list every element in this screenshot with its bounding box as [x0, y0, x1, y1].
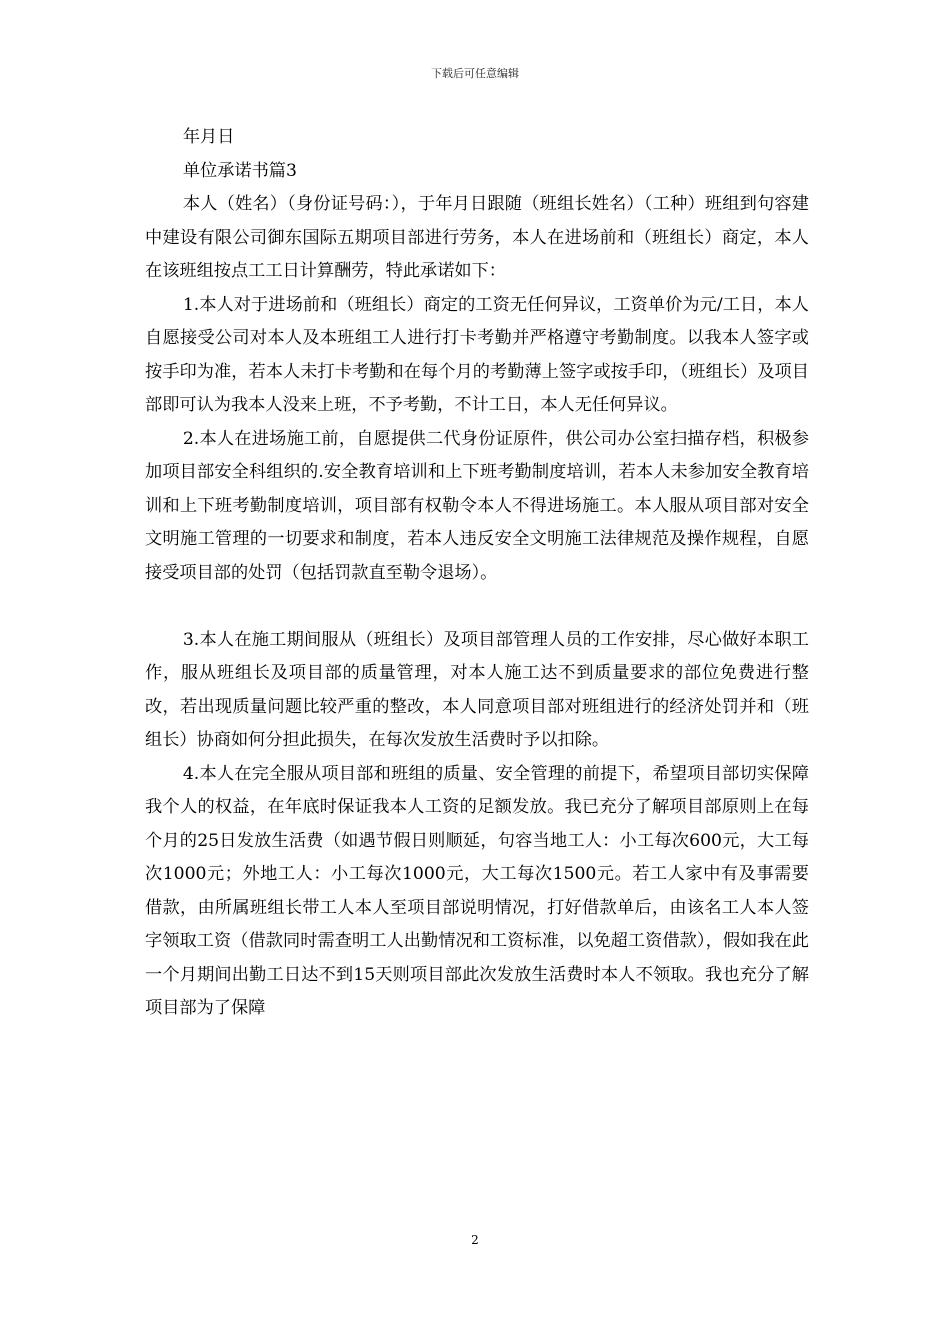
header-note: 下载后可任意编辑: [431, 67, 519, 80]
page-number: 2: [471, 1233, 479, 1247]
section-title: 单位承诺书篇3: [182, 160, 297, 181]
document-body: [145, 121, 809, 1026]
item-3-paragraph: 3.本人在施工期间服从（班组长）及项目部管理人员的工作安排，尽心做好本职工作，服从班组长及项目部的质量管理，对本人施工达不到质量要求的部位免费进行整改，若出现质量问题比较严重的整改，本人同意项目部对班组进行的经济处罚并和（班组长）协商如何分担此损失，在每次发放生活费时予以扣除。: [145, 629, 809, 750]
item-4-paragraph: 4.本人在完全服从项目部和班组的质量、安全管理的前提下，希望项目部切实保障我个人的权益，在年底时保证我本人工资的足额发放。我已充分了解项目部原则上在每个月的25日发放生活费（如遇节假日则顺延，句容当地工人：小工每次600元，大工每次1000元；外地工人：小工每次1000元，大工每次1500元。若工人家中有及事需要借款，由所属班组长带工人本人至项目部说明情况，打好借款单后，由该名工人本人签字领取工资（借款同时需查明工人出勤情况和工资标准，以免超工资借款），假如我在此一个月期间出勤工日达不到15天则项目部此次发放生活费时本人不领取。我也充分了解项目部为了保障: [145, 763, 809, 1018]
intro-paragraph: 本人（姓名）（身份证号码：），于年月日跟随（班组长姓名）（工种）班组到句容建中建设有限公司御东国际五期项目部进行劳务，本人在进场前和（班组长）商定，本人在该班组按点工工日计算酬劳，特此承诺如下：: [145, 194, 809, 281]
item-2-paragraph: 2.本人在进场施工前，自愿提供二代身份证原件，供公司办公室扫描存档，积极参加项目部安全科组织的.安全教育培训和上下班考勤制度培训，若本人未参加安全教育培训和上下班考勤制度培训，项目部有权勒令本人不得进场施工。本人服从项目部对安全文明施工管理的一切要求和制度，若本人违反安全文明施工法律规范及操作规程，自愿接受项目部的处罚（包括罚款直至勒令退场）。: [145, 428, 809, 583]
date-line: 年月日: [182, 127, 235, 147]
item-1-paragraph: 1.本人对于进场前和（班组长）商定的工资无任何异议，工资单价为元/工日，本人自愿接受公司对本人及本班组工人进行打卡考勤并严格遵守考勤制度。以我本人签字或按手印为准，若本人未打卡考勤和在每个月的考勤薄上签字或按手印，（班组长）及项目部即可认为我本人没来上班，不予考勤，不计工日，本人无任何异议。: [145, 294, 809, 415]
paragraph-gap: [145, 590, 809, 624]
